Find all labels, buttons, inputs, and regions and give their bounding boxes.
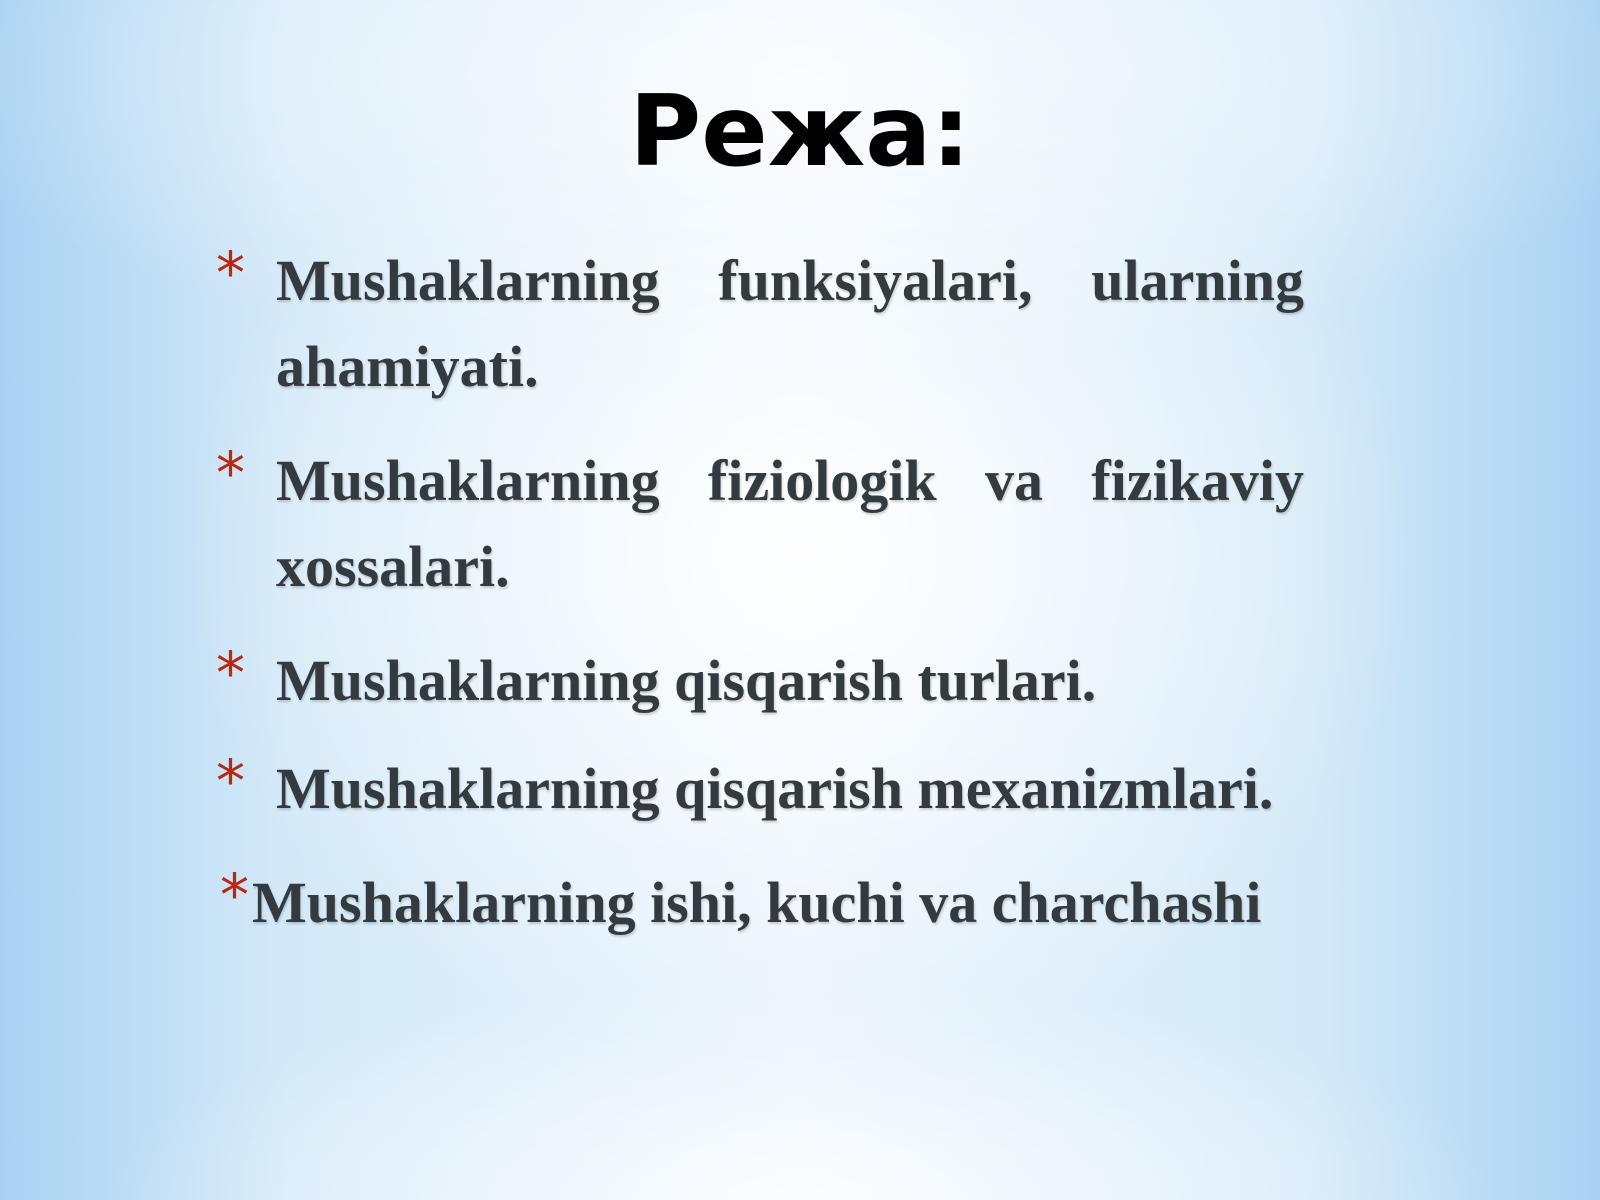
list-item	[216, 238, 1304, 410]
asterisk-bullet-icon: *	[216, 239, 245, 307]
list-item-text: Mushaklarning qisqarish turlari.	[276, 648, 1097, 713]
asterisk-bullet-icon: *	[216, 439, 245, 507]
slide-title: Режа:	[629, 75, 971, 189]
asterisk-bullet-icon: *	[216, 639, 245, 707]
asterisk-bullet-icon: *	[220, 861, 249, 929]
list-item-text: Mushaklarning ishi, kuchi va charchashi	[252, 870, 1262, 935]
bullet-list	[216, 238, 1304, 974]
list-item	[210, 860, 1304, 946]
list-item	[216, 638, 1304, 724]
list-item-text: Mushaklarning funksiyalari, ularning ahamiyati.	[276, 248, 1304, 399]
asterisk-bullet-icon: *	[216, 747, 245, 815]
list-item-text: Mushaklarning fiziologik va fizikaviy xossalari.	[276, 448, 1304, 599]
list-item	[216, 746, 1304, 832]
list-item	[216, 438, 1304, 610]
list-item-text: Mushaklarning qisqarish mexanizmlari.	[276, 756, 1274, 821]
